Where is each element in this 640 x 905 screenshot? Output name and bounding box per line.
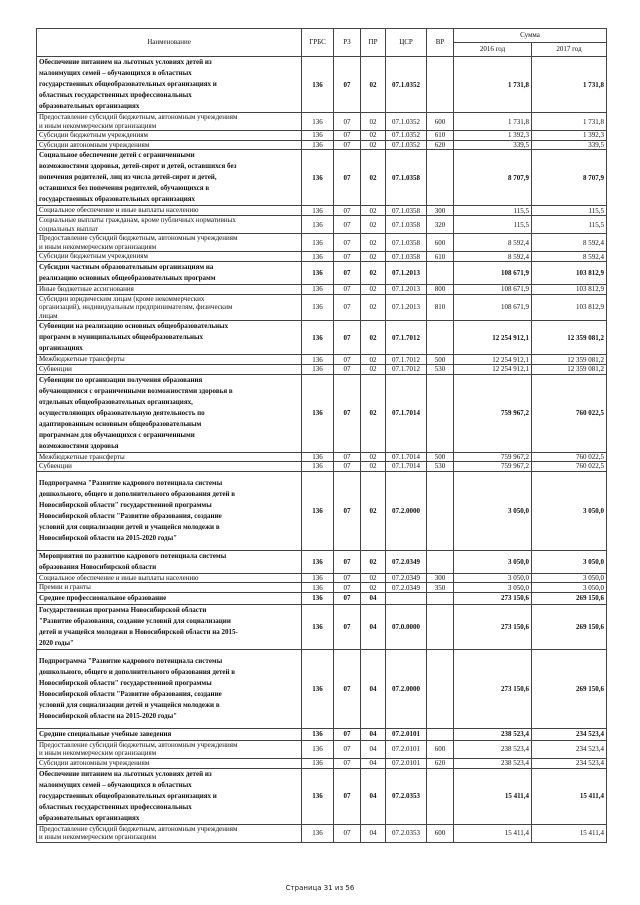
cell-rz: 07 — [334, 294, 361, 321]
header-grbs: ГРБС — [302, 29, 334, 57]
table-row — [37, 452, 607, 462]
cell-grbs: 136 — [302, 131, 334, 141]
cell-name: Предоставление субсидий бюджетным, автономным учреждениям и иным некоммерческим организациям — [37, 113, 302, 131]
cell-pr: 02 — [361, 234, 386, 252]
table-row — [37, 355, 607, 365]
cell-pr: 02 — [361, 150, 386, 206]
cell-pr: 02 — [361, 471, 386, 550]
cell-grbs: 136 — [302, 364, 334, 374]
table-row — [37, 583, 607, 593]
cell-rz: 07 — [334, 355, 361, 365]
cell-csr: 07.2.0349 — [386, 583, 427, 593]
cell-vr — [427, 592, 454, 604]
cell-sum-2017: 12 359 081,2 — [532, 364, 607, 374]
cell-grbs: 136 — [302, 768, 334, 824]
cell-grbs: 136 — [302, 150, 334, 206]
table-row — [37, 140, 607, 150]
budget-table — [36, 28, 607, 843]
cell-sum-2017: 103 812,9 — [532, 261, 607, 284]
cell-sum-2017: 15 411,4 — [532, 768, 607, 824]
cell-rz: 07 — [334, 284, 361, 294]
cell-rz: 07 — [334, 206, 361, 216]
cell-rz: 07 — [334, 113, 361, 131]
cell-sum-2016: 1 392,3 — [454, 131, 532, 141]
cell-sum-2017: 3 050,0 — [532, 573, 607, 583]
cell-pr: 02 — [361, 573, 386, 583]
cell-name: Субсидии автономным учреждениям — [37, 759, 302, 769]
cell-sum-2016: 3 050,0 — [454, 573, 532, 583]
cell-sum-2017: 339,5 — [532, 140, 607, 150]
cell-sum-2016: 759 967,2 — [454, 374, 532, 452]
cell-name: Предоставление субсидий бюджетным, автономным учреждениям и иным некоммерческим организациям — [37, 824, 302, 842]
cell-pr: 02 — [361, 215, 386, 233]
cell-vr — [427, 374, 454, 452]
cell-vr — [427, 261, 454, 284]
cell-vr: 500 — [427, 452, 454, 462]
cell-name: Межбюджетные трансферты — [37, 355, 302, 365]
table-row — [37, 321, 607, 355]
cell-sum-2017: 760 022,5 — [532, 374, 607, 452]
cell-rz: 07 — [334, 131, 361, 141]
cell-name: Субвенции по организации получения образования обучающимися с ограниченными возможностями здоровья в отдельных общеобразовательных организациях, осуществляющих образовательную деятельность по адаптированным основным общеобразовательным программам для обучающихся с ограниченными возможностями здоровья — [37, 374, 302, 452]
cell-pr: 04 — [361, 824, 386, 842]
cell-vr — [427, 550, 454, 573]
table-row — [37, 649, 607, 728]
cell-rz: 07 — [334, 452, 361, 462]
header-2016: 2016 год — [454, 43, 532, 57]
cell-vr: 620 — [427, 140, 454, 150]
cell-rz: 07 — [334, 573, 361, 583]
cell-name: Субвенции на реализацию основных общеобразовательных программ в муниципальных общеобразовательных организациях — [37, 321, 302, 355]
cell-grbs: 136 — [302, 649, 334, 728]
cell-sum-2017: 1 731,8 — [532, 57, 607, 113]
header-csr: ЦСР — [386, 29, 427, 57]
cell-csr: 07.2.0101 — [386, 759, 427, 769]
cell-rz: 07 — [334, 740, 361, 758]
table-row — [37, 471, 607, 550]
cell-name: Социальные выплаты гражданам, кроме публичных нормативных социальных выплат — [37, 215, 302, 233]
cell-csr: 07.1.0358 — [386, 215, 427, 233]
cell-vr: 320 — [427, 215, 454, 233]
cell-pr: 02 — [361, 452, 386, 462]
cell-vr: 530 — [427, 364, 454, 374]
cell-sum-2016: 1 731,8 — [454, 57, 532, 113]
cell-csr: 07.2.0000 — [386, 649, 427, 728]
cell-csr: 07.1.2013 — [386, 284, 427, 294]
header-vr: ВР — [427, 29, 454, 57]
cell-rz: 07 — [334, 374, 361, 452]
cell-sum-2016: 108 671,9 — [454, 294, 532, 321]
cell-rz: 07 — [334, 604, 361, 649]
cell-csr: 07.1.7012 — [386, 321, 427, 355]
header-name: Наименование — [37, 29, 302, 57]
cell-pr: 02 — [361, 364, 386, 374]
cell-rz: 07 — [334, 550, 361, 573]
table-row — [37, 604, 607, 649]
cell-sum-2017: 3 050,0 — [532, 550, 607, 573]
cell-vr: 620 — [427, 759, 454, 769]
cell-pr: 02 — [361, 462, 386, 472]
table-row — [37, 150, 607, 206]
cell-sum-2016: 15 411,4 — [454, 824, 532, 842]
cell-pr: 02 — [361, 321, 386, 355]
cell-name: Обеспечение питанием на льготных условиях детей из малоимущих семей – обучающихся в областных государственных общеобразовательных организациях и областных государственных профессиональных образовательных организациях — [37, 768, 302, 824]
cell-vr: 610 — [427, 252, 454, 262]
cell-pr: 02 — [361, 583, 386, 593]
cell-pr: 02 — [361, 252, 386, 262]
table-row — [37, 131, 607, 141]
cell-rz: 07 — [334, 364, 361, 374]
cell-sum-2017: 234 523,4 — [532, 728, 607, 740]
cell-vr — [427, 604, 454, 649]
cell-sum-2016: 115,5 — [454, 215, 532, 233]
cell-vr — [427, 649, 454, 728]
cell-grbs: 136 — [302, 573, 334, 583]
cell-name: Мероприятия по развитию кадрового потенциала системы образования Новосибирской области — [37, 550, 302, 573]
cell-pr: 02 — [361, 261, 386, 284]
cell-sum-2017: 8 707,9 — [532, 150, 607, 206]
cell-grbs: 136 — [302, 234, 334, 252]
cell-csr: 07.1.0352 — [386, 140, 427, 150]
cell-csr: 07.2.0353 — [386, 768, 427, 824]
cell-vr: 600 — [427, 740, 454, 758]
cell-sum-2016: 3 050,0 — [454, 550, 532, 573]
cell-rz: 07 — [334, 234, 361, 252]
cell-rz: 07 — [334, 759, 361, 769]
cell-sum-2016: 3 050,0 — [454, 471, 532, 550]
cell-vr: 530 — [427, 462, 454, 472]
cell-rz: 07 — [334, 150, 361, 206]
table-row — [37, 768, 607, 824]
cell-pr: 02 — [361, 294, 386, 321]
table-row — [37, 728, 607, 740]
cell-csr: 07.1.0352 — [386, 131, 427, 141]
cell-name: Субсидии бюджетным учреждениям — [37, 131, 302, 141]
cell-csr — [386, 592, 427, 604]
cell-sum-2016: 238 523,4 — [454, 740, 532, 758]
table-row — [37, 824, 607, 842]
cell-name: Предоставление субсидий бюджетным, автономным учреждениям и иным некоммерческим организациям — [37, 234, 302, 252]
cell-name: Подпрограмма "Развитие кадрового потенциала системы дошкольного, общего и дополнительного образования детей в Новосибирской области" государственной программы Новосибирской области "Развитие образования, создание условий для социализации детей и учащейся молодежи в Новосибирской области на 2015-2020 годы" — [37, 649, 302, 728]
table-row — [37, 234, 607, 252]
cell-grbs: 136 — [302, 824, 334, 842]
cell-grbs: 136 — [302, 215, 334, 233]
cell-sum-2016: 3 050,0 — [454, 583, 532, 593]
cell-name: Субсидии автономным учреждениям — [37, 140, 302, 150]
cell-grbs: 136 — [302, 728, 334, 740]
cell-grbs: 136 — [302, 261, 334, 284]
cell-csr: 07.1.2013 — [386, 294, 427, 321]
cell-csr: 07.1.2013 — [386, 261, 427, 284]
cell-sum-2017: 1 392,3 — [532, 131, 607, 141]
cell-pr: 02 — [361, 140, 386, 150]
header-row — [37, 29, 607, 43]
cell-pr: 04 — [361, 740, 386, 758]
cell-name: Субсидии юридическим лицам (кроме некоммерческих организаций), индивидуальным предпринимателям, физическим лицам — [37, 294, 302, 321]
cell-sum-2016: 273 150,6 — [454, 604, 532, 649]
cell-sum-2017: 269 150,6 — [532, 604, 607, 649]
cell-name: Субсидии бюджетным учреждениям — [37, 252, 302, 262]
cell-sum-2017: 760 022,5 — [532, 462, 607, 472]
cell-sum-2017: 8 592,4 — [532, 252, 607, 262]
cell-sum-2017: 234 523,4 — [532, 740, 607, 758]
cell-pr: 04 — [361, 592, 386, 604]
table-row — [37, 252, 607, 262]
header-pr: ПР — [361, 29, 386, 57]
table-row — [37, 374, 607, 452]
table-row — [37, 364, 607, 374]
table-row — [37, 261, 607, 284]
cell-grbs: 136 — [302, 374, 334, 452]
cell-vr — [427, 728, 454, 740]
table-row — [37, 215, 607, 233]
cell-grbs: 136 — [302, 321, 334, 355]
cell-sum-2016: 12 254 912,1 — [454, 364, 532, 374]
cell-grbs: 136 — [302, 294, 334, 321]
cell-name: Подпрограмма "Развитие кадрового потенциала системы дошкольного, общего и дополнительного образования детей в Новосибирской области" государственной программы Новосибирской области "Развитие образования, создание условий для социализации детей и учащейся молодежи в Новосибирской области на 2015-2020 годы" — [37, 471, 302, 550]
table-row — [37, 573, 607, 583]
cell-rz: 07 — [334, 261, 361, 284]
header-rz: РЗ — [334, 29, 361, 57]
cell-name: Социальное обеспечение и иные выплаты населению — [37, 206, 302, 216]
cell-csr: 07.0.0000 — [386, 604, 427, 649]
cell-sum-2016: 8 592,4 — [454, 252, 532, 262]
cell-sum-2016: 1 731,8 — [454, 113, 532, 131]
table-row — [37, 462, 607, 472]
cell-csr: 07.1.7014 — [386, 452, 427, 462]
cell-csr: 07.2.0101 — [386, 740, 427, 758]
cell-grbs: 136 — [302, 355, 334, 365]
cell-grbs: 136 — [302, 740, 334, 758]
cell-pr: 02 — [361, 206, 386, 216]
cell-name: Социальное обеспечение детей с ограниченными возможностями здоровья, детей-сирот и детей, оставшихся без попечения родителей, лиц из числа детей-сирот и детей, оставшихся без попечения родителей, обучающихся в государственных образовательных организациях — [37, 150, 302, 206]
cell-csr: 07.2.0000 — [386, 471, 427, 550]
cell-sum-2016: 12 254 912,1 — [454, 355, 532, 365]
cell-vr — [427, 57, 454, 113]
cell-sum-2017: 115,5 — [532, 215, 607, 233]
cell-rz: 07 — [334, 768, 361, 824]
cell-sum-2017: 269 150,6 — [532, 592, 607, 604]
cell-name: Межбюджетные трансферты — [37, 452, 302, 462]
cell-pr: 02 — [361, 113, 386, 131]
cell-grbs: 136 — [302, 57, 334, 113]
cell-csr: 07.1.7014 — [386, 462, 427, 472]
cell-vr: 300 — [427, 573, 454, 583]
cell-csr: 07.2.0349 — [386, 573, 427, 583]
cell-pr: 04 — [361, 649, 386, 728]
cell-sum-2017: 269 150,6 — [532, 649, 607, 728]
cell-pr: 04 — [361, 728, 386, 740]
cell-sum-2016: 238 523,4 — [454, 728, 532, 740]
cell-name: Субвенции — [37, 462, 302, 472]
table-row — [37, 759, 607, 769]
cell-grbs: 136 — [302, 462, 334, 472]
cell-vr: 600 — [427, 113, 454, 131]
cell-sum-2016: 339,5 — [454, 140, 532, 150]
page-number: Страница 31 из 56 — [285, 884, 355, 892]
cell-sum-2017: 3 050,0 — [532, 471, 607, 550]
cell-sum-2017: 103 812,9 — [532, 284, 607, 294]
cell-sum-2016: 8 707,9 — [454, 150, 532, 206]
cell-pr: 02 — [361, 374, 386, 452]
cell-sum-2017: 115,5 — [532, 206, 607, 216]
cell-vr: 500 — [427, 355, 454, 365]
cell-rz: 07 — [334, 462, 361, 472]
cell-sum-2016: 108 671,9 — [454, 261, 532, 284]
cell-grbs: 136 — [302, 604, 334, 649]
table-row — [37, 592, 607, 604]
table-row — [37, 550, 607, 573]
cell-vr — [427, 150, 454, 206]
cell-rz: 07 — [334, 824, 361, 842]
cell-vr — [427, 471, 454, 550]
cell-grbs: 136 — [302, 284, 334, 294]
cell-vr: 300 — [427, 206, 454, 216]
cell-pr: 02 — [361, 550, 386, 573]
cell-pr: 04 — [361, 759, 386, 769]
cell-sum-2017: 234 523,4 — [532, 759, 607, 769]
cell-vr — [427, 768, 454, 824]
cell-sum-2017: 15 411,4 — [532, 824, 607, 842]
cell-csr: 07.2.0101 — [386, 728, 427, 740]
table-row — [37, 113, 607, 131]
cell-sum-2016: 238 523,4 — [454, 759, 532, 769]
cell-grbs: 136 — [302, 113, 334, 131]
cell-rz: 07 — [334, 583, 361, 593]
cell-grbs: 136 — [302, 471, 334, 550]
table-row — [37, 294, 607, 321]
cell-csr: 07.1.7012 — [386, 364, 427, 374]
cell-pr: 02 — [361, 284, 386, 294]
cell-pr: 04 — [361, 604, 386, 649]
cell-grbs: 136 — [302, 592, 334, 604]
cell-csr: 07.2.0349 — [386, 550, 427, 573]
cell-rz: 07 — [334, 140, 361, 150]
cell-vr — [427, 321, 454, 355]
table-body — [37, 57, 607, 843]
cell-sum-2017: 12 359 081,2 — [532, 355, 607, 365]
cell-vr: 350 — [427, 583, 454, 593]
cell-pr: 02 — [361, 131, 386, 141]
table-row — [37, 206, 607, 216]
cell-sum-2017: 103 812,9 — [532, 294, 607, 321]
cell-rz: 07 — [334, 471, 361, 550]
cell-sum-2016: 273 150,6 — [454, 592, 532, 604]
cell-csr: 07.1.7014 — [386, 374, 427, 452]
cell-csr: 07.2.0353 — [386, 824, 427, 842]
cell-csr: 07.1.0358 — [386, 234, 427, 252]
cell-rz: 07 — [334, 321, 361, 355]
cell-rz: 07 — [334, 57, 361, 113]
cell-grbs: 136 — [302, 550, 334, 573]
cell-sum-2017: 8 592,4 — [532, 234, 607, 252]
cell-sum-2016: 8 592,4 — [454, 234, 532, 252]
header-2017: 2017 год — [532, 43, 607, 57]
cell-vr: 600 — [427, 824, 454, 842]
table-row — [37, 57, 607, 113]
cell-vr: 810 — [427, 294, 454, 321]
cell-sum-2016: 759 967,2 — [454, 462, 532, 472]
cell-grbs: 136 — [302, 252, 334, 262]
cell-csr: 07.1.0358 — [386, 206, 427, 216]
cell-sum-2016: 108 671,9 — [454, 284, 532, 294]
cell-sum-2016: 12 254 912,1 — [454, 321, 532, 355]
cell-csr: 07.1.0352 — [386, 113, 427, 131]
table-row — [37, 284, 607, 294]
cell-sum-2016: 273 150,6 — [454, 649, 532, 728]
cell-name: Предоставление субсидий бюджетным, автономным учреждениям и иным некоммерческим организациям — [37, 740, 302, 758]
cell-name: Субсидии частным образовательным организациям на реализацию основных общеобразовательных программ — [37, 261, 302, 284]
cell-rz: 07 — [334, 252, 361, 262]
cell-rz: 07 — [334, 592, 361, 604]
cell-name: Социальное обеспечение и иные выплаты населению — [37, 573, 302, 583]
cell-name: Среднее профессиональное образование — [37, 592, 302, 604]
cell-rz: 07 — [334, 728, 361, 740]
cell-rz: 07 — [334, 215, 361, 233]
cell-rz: 07 — [334, 649, 361, 728]
cell-name: Иные бюджетные ассигнования — [37, 284, 302, 294]
header-sum: Сумма — [454, 29, 607, 43]
cell-csr: 07.1.0352 — [386, 57, 427, 113]
cell-grbs: 136 — [302, 452, 334, 462]
cell-vr: 600 — [427, 234, 454, 252]
cell-grbs: 136 — [302, 583, 334, 593]
cell-pr: 04 — [361, 768, 386, 824]
cell-sum-2017: 12 359 081,2 — [532, 321, 607, 355]
cell-grbs: 136 — [302, 759, 334, 769]
cell-name: Государственная программа Новосибирской области "Развитие образования, создание условий для социализации детей и учащейся молодежи в Новосибирской области на 2015- 2020 годы" — [37, 604, 302, 649]
cell-grbs: 136 — [302, 140, 334, 150]
cell-vr: 610 — [427, 131, 454, 141]
cell-vr: 800 — [427, 284, 454, 294]
cell-sum-2017: 1 731,8 — [532, 113, 607, 131]
cell-name: Средние специальные учебные заведения — [37, 728, 302, 740]
cell-name: Премии и гранты — [37, 583, 302, 593]
cell-csr: 07.1.0358 — [386, 252, 427, 262]
cell-sum-2017: 760 022,5 — [532, 452, 607, 462]
cell-csr: 07.1.7012 — [386, 355, 427, 365]
cell-pr: 02 — [361, 355, 386, 365]
cell-name: Субвенции — [37, 364, 302, 374]
table-row — [37, 740, 607, 758]
cell-sum-2016: 759 967,2 — [454, 452, 532, 462]
cell-grbs: 136 — [302, 206, 334, 216]
cell-pr: 02 — [361, 57, 386, 113]
cell-csr: 07.1.0358 — [386, 150, 427, 206]
cell-sum-2016: 115,5 — [454, 206, 532, 216]
cell-name: Обеспечение питанием на льготных условиях детей из малоимущих семей – обучающихся в областных государственных общеобразовательных организациях и областных государственных профессиональных образовательных организациях — [37, 57, 302, 113]
cell-sum-2016: 15 411,4 — [454, 768, 532, 824]
cell-sum-2017: 3 050,0 — [532, 583, 607, 593]
